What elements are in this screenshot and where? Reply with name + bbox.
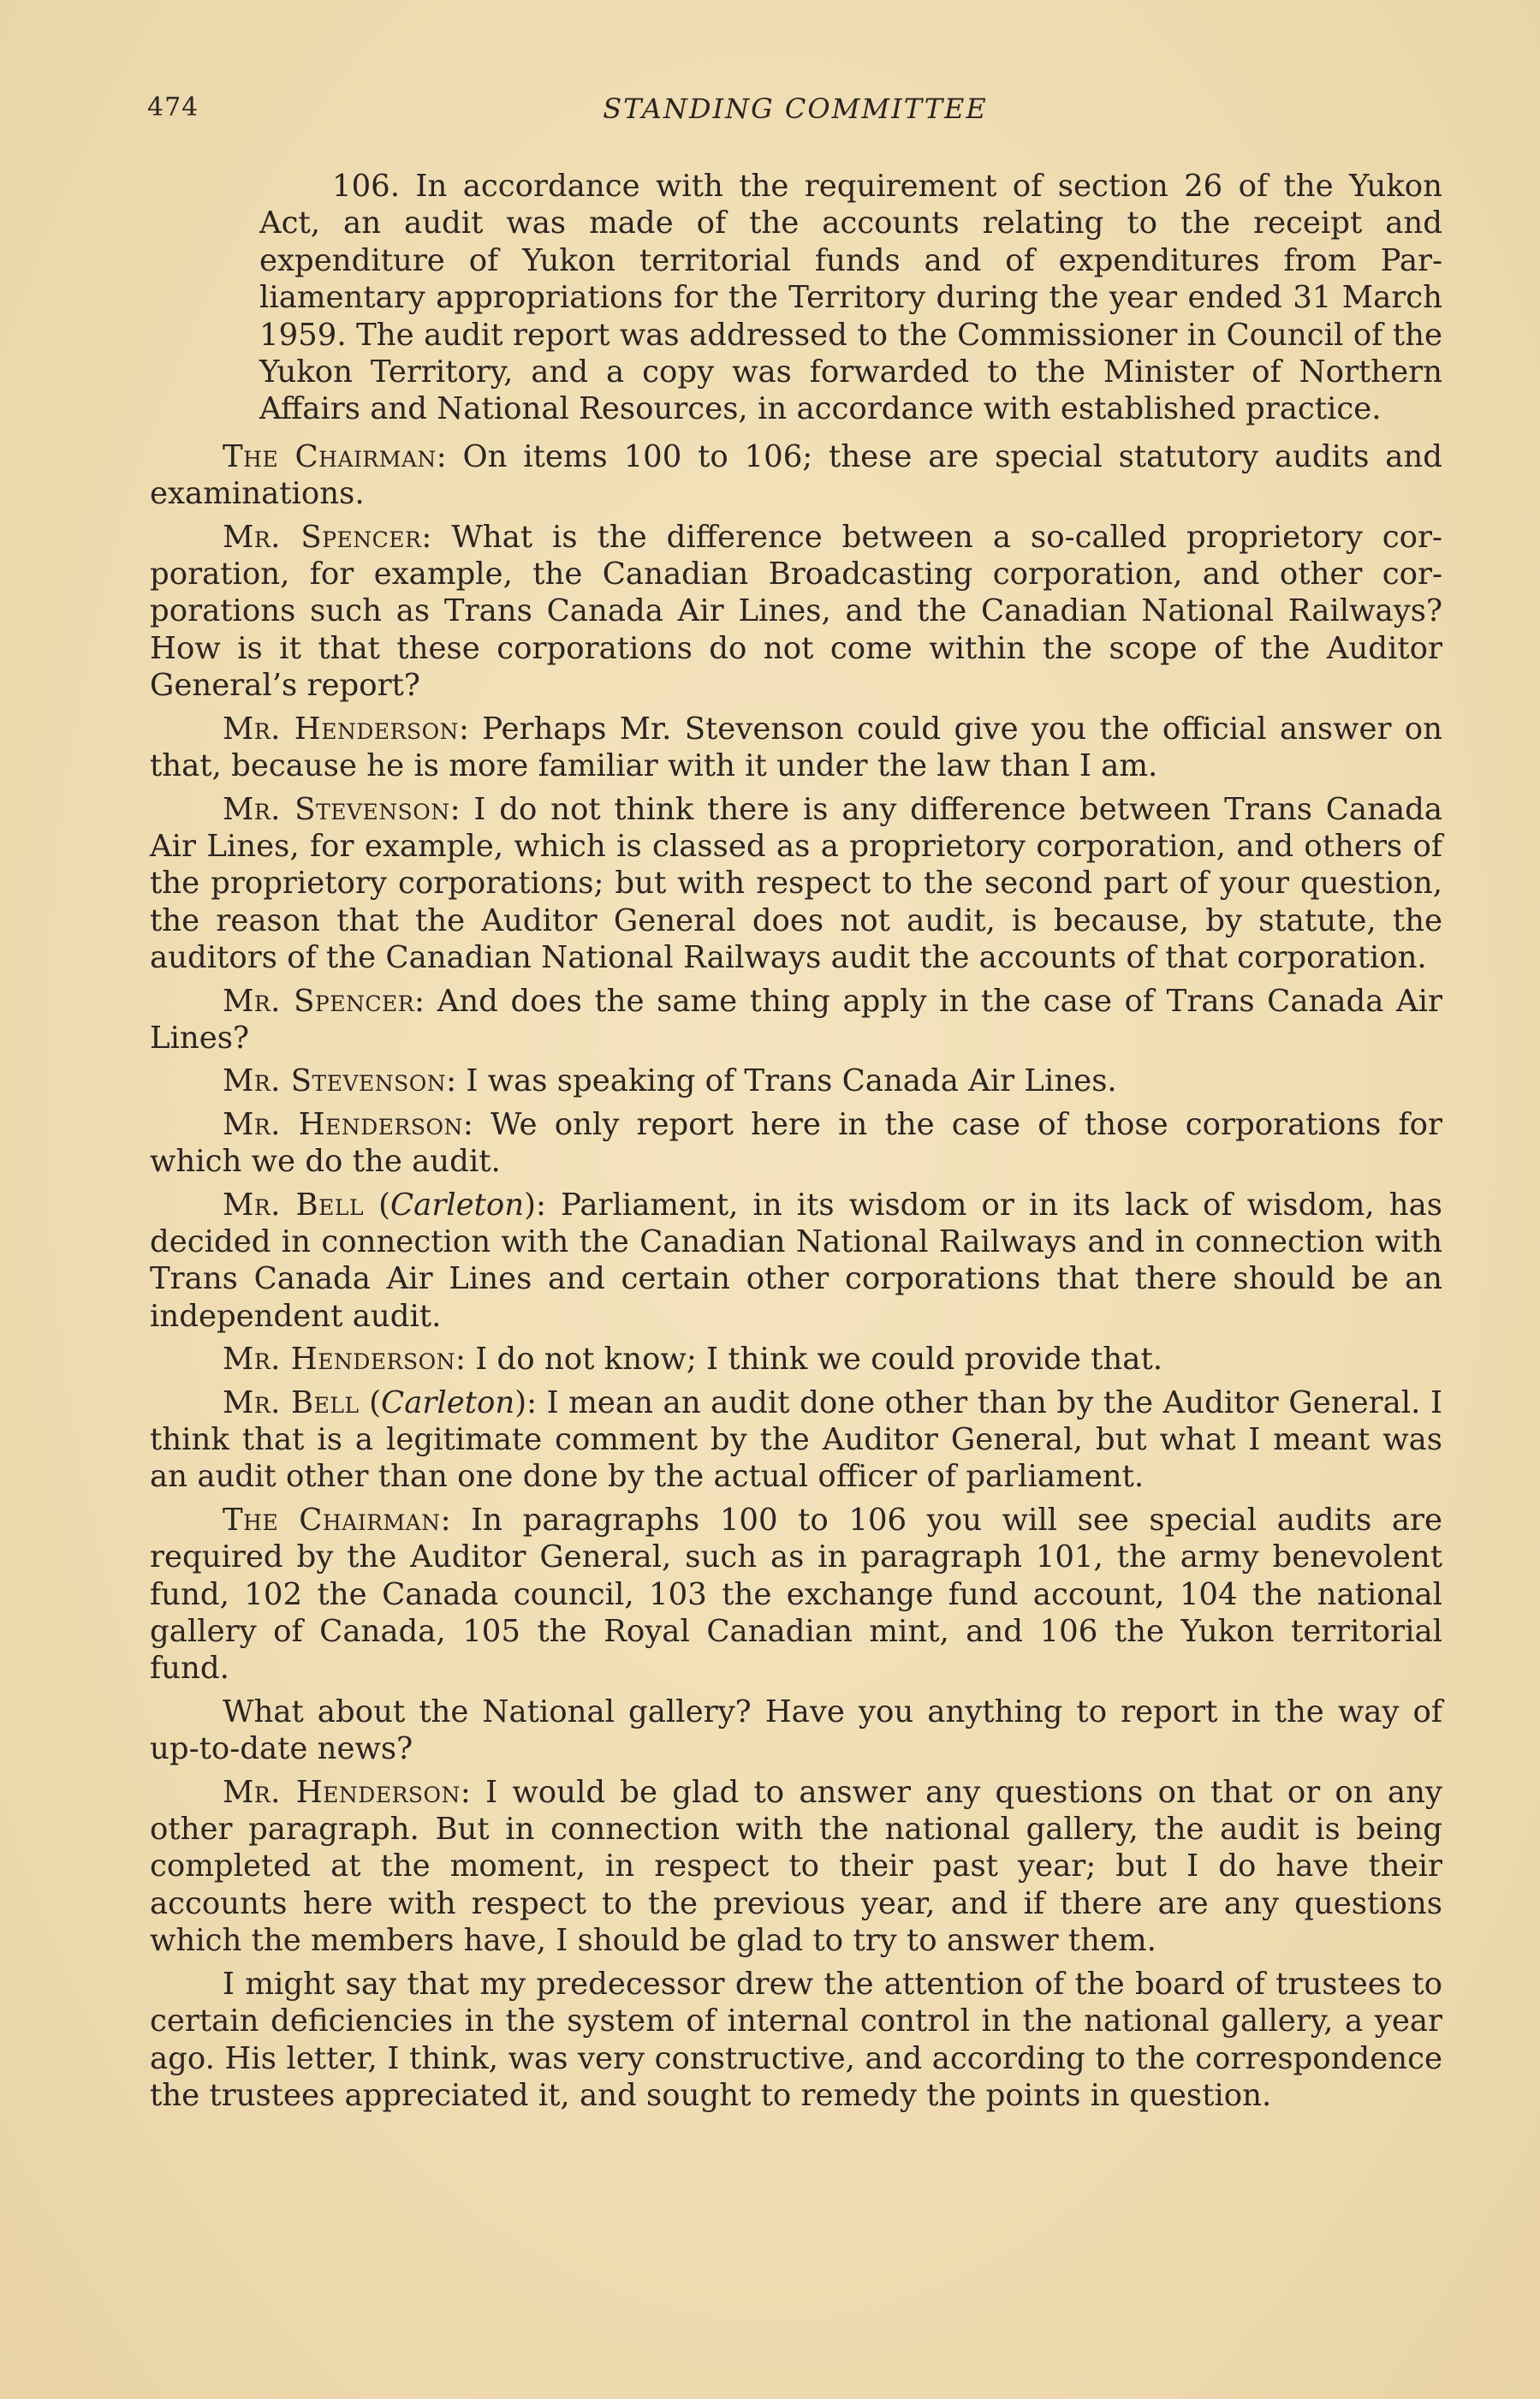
transcript-body [150,168,1442,2120]
speech-paragraph: Mr. Spencer: What is the difference between a so-called proprietory corporation, for example, the Canadian Broadcasting corporation, and other corporations such as Trans Canada Air Lines, and the Canadian National Railways? How is it that these corporations do not come within the scope of the Auditor General’s report? [150,519,1442,704]
speech-text: What is the difference between a so-called proprietory corporation, for example, the Canadian Broadcasting corporation, and other corporations such as Trans Canada Air Lines, and the Canadian National Railways? How is it that these corporations do not come within the scope of the Auditor General’s report? [150,519,1442,704]
speech-paragraph: Mr. Stevenson: I was speaking of Trans Canada Air Lines. [223,1063,1117,1099]
page-header [147,92,1443,135]
speaker-name: Mr. Henderson [223,1774,461,1810]
speech-paragraph: Mr. Bell (Carleton): I mean an audit done other than by the Auditor General. I think that is a legitimate comment by the Auditor General, but what I meant was an audit other than one done by the actual officer of parliament. [150,1384,1442,1495]
speech-paragraph: Mr. Spencer: And does the same thing apply in the case of Trans Canada Air Lines? [150,983,1443,1056]
speaker-name: Mr. Spencer [223,519,422,555]
speech-text: Perhaps Mr. Stevenson could give you the official answer on that, because he is more familiar with it under the law than I am. [150,711,1442,784]
speaker-name: The Chairman [223,438,437,474]
speech-paragraph: The Chairman: In paragraphs 100 to 106 you will see special audits are required by the Auditor General, such as in paragraph 101, the army benevolent fund, 102 the Canada council, 103 the exchange fund account, 104 the national gallery of Canada, 105 the Royal Canadian mint, and 106 the Yukon territorial fund. [150,1502,1443,1687]
speaker-name: Mr. Henderson [223,1106,463,1142]
speech-paragraph: Mr. Henderson: I would be glad to answer any questions on that or on any other paragraph. But in connection with the national gallery, the audit is being completed at the moment, in respect to their past year; but I do have their accounts here with respect to the previous year, and if there are any questions which the members have, I should be glad to try to answer them. [150,1774,1442,1959]
running-title: STANDING COMMITTEE [603,92,988,125]
speech-paragraph: Mr. Henderson: We only report here in the case of those corporations for which we do the audit. [150,1106,1442,1180]
speaker-riding: Carleton [381,1384,515,1420]
speech-text: In paragraphs 100 to 106 you will see special audits are required by the Auditor General, such as in paragraph 101, the army benevolent fund, 102 the Canada council, 103 the exchange fund account, 104 the national gallery of Canada, 105 the Royal Canadian mint, and 106 the Yukon territorial fund. [150,1502,1443,1687]
speaker-name: Mr. Spencer [223,983,415,1019]
speech-text: I do not know; I think we could provide that. [475,1342,1163,1378]
page-number: 474 [147,92,199,122]
speech-paragraph: Mr. Henderson: Perhaps Mr. Stevenson could give you the official answer on that, because he is more familiar with it under the law than I am. [150,711,1442,784]
speech-text: I do not think there is any difference between Trans Canada Air Lines, for example, which is classed as a proprietory corporation, and others of the proprietory corporations; but with respect to the second part of your question, the reason that the Auditor General does not audit, is because, by statute, the auditors of the Canadian National Railways audit the accounts of that corporation. [150,791,1442,976]
speaker-name: Mr. Henderson [223,711,459,747]
quoted-audit-paragraph [259,168,1442,428]
speaker-name: The Chairman [223,1502,441,1538]
speech-continuation [150,1966,1442,2115]
speaker-name: Mr. Henderson [223,1342,455,1378]
speech-paragraph: Mr. Henderson: I do not know; I think we could provide that. [223,1342,1163,1378]
speech-text: I mean an audit done other than by the Auditor General. I think that is a legitimate comment by the Auditor General, but what I meant was an audit other than one done by the actual officer of parliament. [150,1384,1442,1495]
speech-text: What about the National gallery? Have you anything to report in the way of up-to-date news? [150,1694,1442,1767]
speech-continuation [150,1694,1442,1768]
speech-paragraph: The Chairman: On items 100 to 106; these are special statutory audits and examinations. [150,438,1442,512]
speech-paragraph: Mr. Bell (Carleton): Parliament, in its wisdom or in its lack of wisdom, has decided in connection with the Canadian National Railways and in connection with Trans Canada Air Lines and certain other corporations that there should be an independent audit. [150,1187,1442,1334]
speaker-name: Mr. Stevenson [223,791,450,827]
speech-text: And does the same thing apply in the case of Trans Canada Air Lines? [150,983,1443,1056]
speech-text: I was speaking of Trans Canada Air Lines. [466,1063,1117,1099]
speech-text: We only report here in the case of those corporations for which we do the audit. [150,1106,1442,1180]
speaker-name: Mr. Bell [223,1384,360,1420]
speech-paragraph: Mr. Stevenson: I do not think there is any difference between Trans Canada Air Lines, for example, which is classed as a proprietory corporation, and others of the proprietory corporations; but with respect to the second part of your question, the reason that the Auditor General does not audit, is because, by statute, the auditors of the Canadian National Railways audit the accounts of that corporation. [150,791,1442,976]
speech-text: Parliament, in its wisdom or in its lack of wisdom, has decided in connection with the Canadian National Railways and in connection with Trans Canada Air Lines and certain other corporations that there should be an independent audit. [150,1187,1442,1334]
speaker-name: Mr. Bell [223,1187,365,1223]
speaker-riding: Carleton [390,1187,525,1223]
speech-text: On items 100 to 106; these are special statutory audits and examinations. [150,438,1442,512]
speech-text: I might say that my predecessor drew the attention of the board of trustees to certain deficiencies in the system of internal control in the national gallery, a year ago. His letter, I think, was very constructive, and according to the correspondence the trustees appreciated it, and sought to remedy the points in question. [150,1966,1442,2113]
speech-text: I would be glad to answer any questions on that or on any other paragraph. But in connection with the national gallery, the audit is being completed at the moment, in respect to their past year; but I do have their accounts here with respect to the previous year, and if there are any questions which the members have, I should be glad to try to answer them. [150,1774,1442,1959]
speaker-name: Mr. Stevenson [223,1063,447,1099]
paragraph-text: 106. In accordance with the requirement of section 26 of the Yukon Act, an audit was made of the accounts relating to the receipt and expenditure of Yukon territorial funds and of expenditures from Parliamentary appropriations for the Territory during the year ended 31 March 1959. The audit report was addressed to the Commissioner in Council of the Yukon Territory, and a copy was forwarded to the Minister of Northern Affairs and National Resources, in accordance with established practice. [259,169,1442,427]
